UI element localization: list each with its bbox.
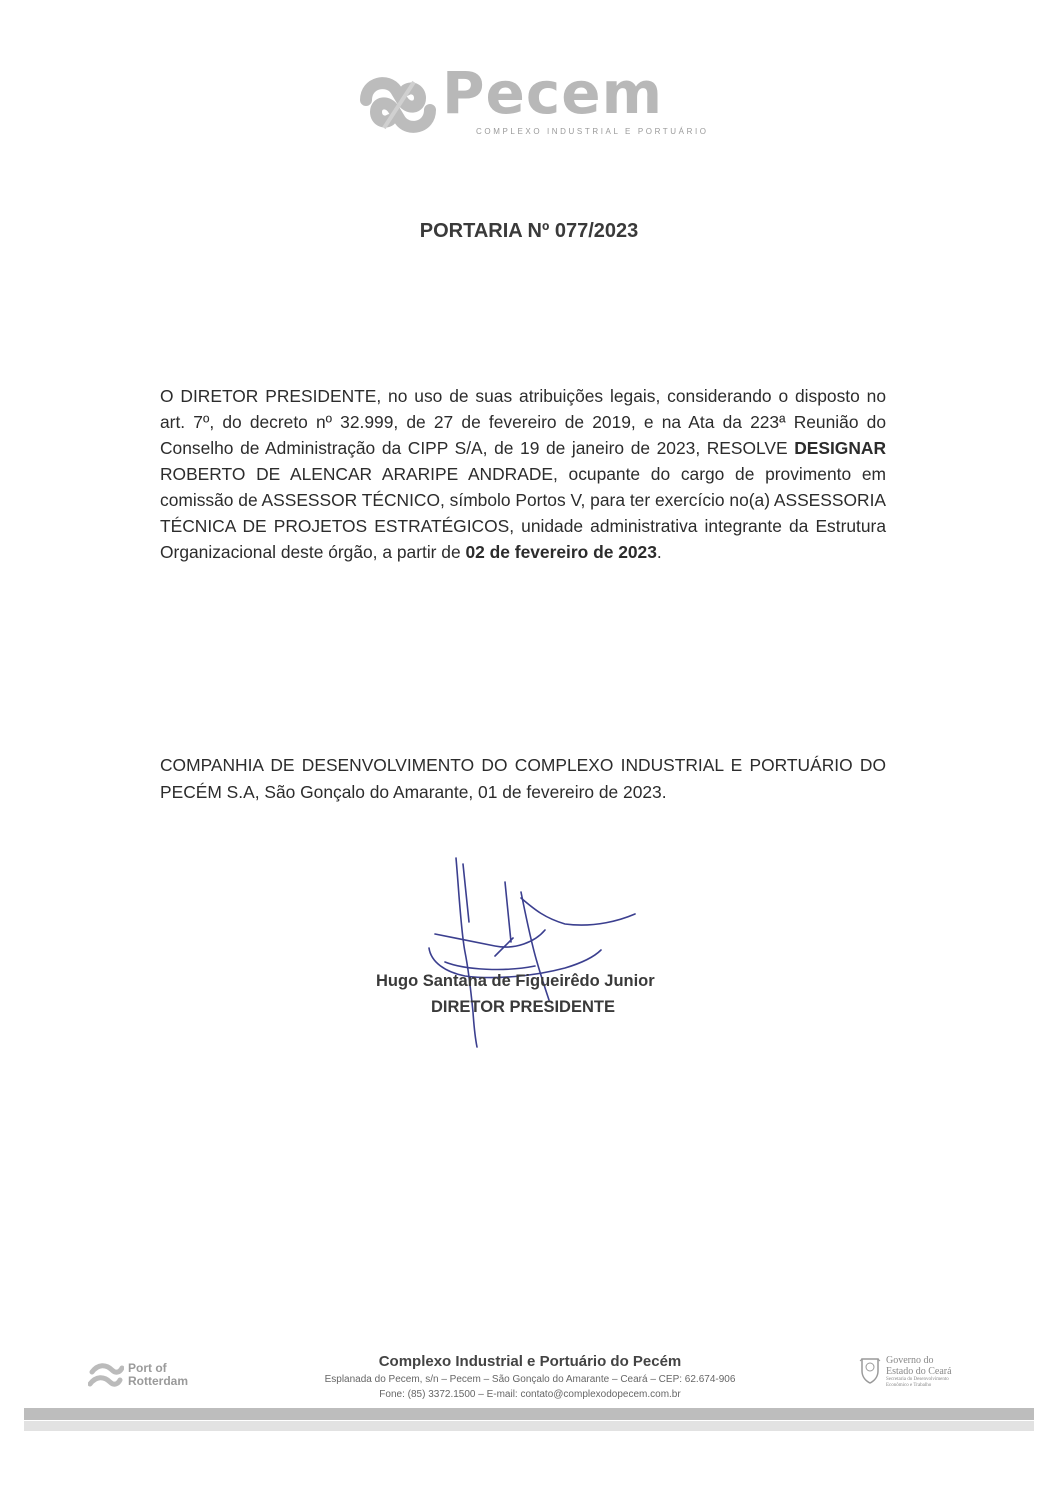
gov-line2: Estado do Ceará (886, 1366, 952, 1377)
footer-band (24, 1408, 1034, 1420)
body-designar: DESIGNAR (794, 438, 886, 458)
body-middle: ROBERTO DE ALENCAR ARARIPE ANDRADE, ocupante do cargo de provimento em comissão de ASSESSOR TÉCNICO, símbolo Portos V, para ter exercício no(a) ASSESSORIA TÉCNICA DE PROJETOS ESTRATÉGICOS, unidade administrativa integrante da Estrutura Organizacional deste órgão, a partir de (160, 464, 886, 562)
ceara-coat-of-arms-icon (858, 1355, 882, 1385)
signer-name: Hugo Santana de Figueirêdo Junior (376, 972, 655, 990)
port-of-rotterdam-logo (88, 1358, 218, 1394)
signer-role: DIRETOR PRESIDENTE (431, 998, 615, 1016)
pecem-logo-mark-icon (358, 70, 438, 140)
body-start-date: 02 de fevereiro de 2023 (465, 542, 657, 562)
gov-line1: Governo do (886, 1355, 934, 1366)
governo-ceara-text (886, 1355, 952, 1389)
gov-line4: Econômico e Trabalho (886, 1383, 932, 1388)
document-title: PORTARIA Nº 077/2023 (419, 220, 639, 242)
logo-wordmark: Pecem (442, 59, 663, 127)
port-of-rotterdam-mark-icon (88, 1358, 124, 1394)
logo-tagline: COMPLEXO INDUSTRIAL E PORTUÁRIO (476, 127, 709, 136)
port-of-rotterdam-text (128, 1362, 188, 1388)
partner-line2: Rotterdam (128, 1374, 189, 1388)
document-body (160, 383, 886, 565)
gov-line3: Secretaria do Desenvolvimento (886, 1377, 949, 1382)
partner-line1: Port of (128, 1361, 167, 1375)
body-intro: O DIRETOR PRESIDENTE, no uso de suas atribuições legais, considerando o disposto no art. 7º, do decreto nº 32.999, de 27 de fevereiro de 2019, e na Ata da 223ª Reunião do Conselho de Administração da CIPP S/A, de 19 de janeiro de 2023, RESOLVE (160, 386, 886, 458)
pecem-logo (358, 59, 709, 140)
footer-title: Complexo Industrial e Portuário do Pecém (378, 1353, 682, 1370)
governo-ceara-logo (858, 1353, 988, 1387)
footer-band-light (24, 1421, 1034, 1431)
footer-contact: Fone: (85) 3372.1500 – E-mail: contato@complexodopecem.com.br (379, 1389, 681, 1400)
place-date: COMPANHIA DE DESENVOLVIMENTO DO COMPLEXO INDUSTRIAL E PORTUÁRIO DO PECÉM S.A, São Gonçalo do Amarante, 01 de fevereiro de 2023. (160, 755, 886, 802)
body-end: . (656, 542, 662, 562)
handwritten-signature (425, 852, 665, 1052)
footer-contact-block (220, 1352, 840, 1402)
footer-address: Esplanada do Pecem, s/n – Pecem – São Gonçalo do Amarante – Ceará – CEP: 62.674-906 (324, 1374, 736, 1385)
